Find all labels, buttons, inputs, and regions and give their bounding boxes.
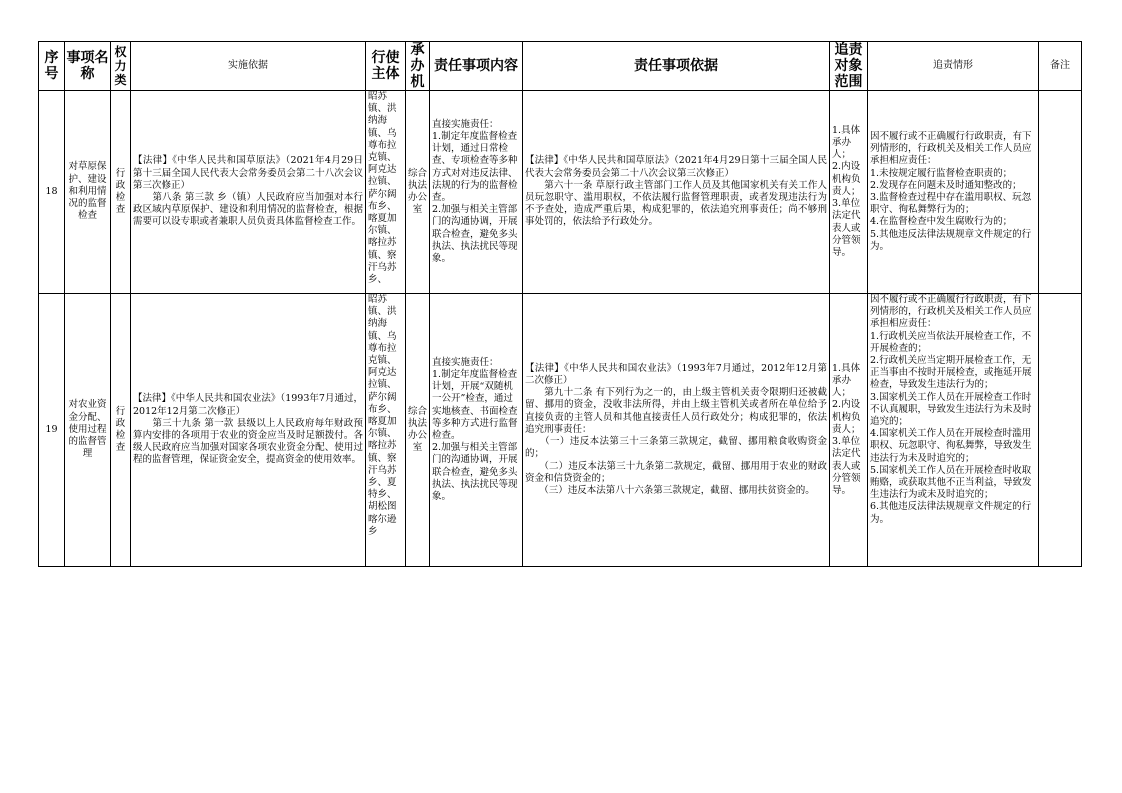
header-subject: 行使主体 xyxy=(366,42,406,91)
header-row xyxy=(39,42,1082,91)
header-resp-content: 责任事项内容 xyxy=(430,42,523,91)
cell-resp-basis: 【法律】《中华人民共和国农业法》（1993年7月通过，2012年12月第二次修正） 第九十二条 有下列行为之一的，由上级主管机关责令限期归还被截留、挪用的资金，没收非法所得，并由上级主管机关或者所在单位给予直接负责的主管人员和其他直接责任人员行政处分；构成犯罪的，依法追究刑事责任： （一）违反本法第三十三条第三款规定，截留、挪用粮食收购资金的； （二）违反本法第三十九条第二款规定，截留、挪用用于农业的财政资金和信贷资金的； （三）违反本法第八十六条第三款规定，截留、挪用扶贫资金的。 xyxy=(525,362,827,496)
header-undertaker: 承办机 xyxy=(406,42,430,91)
cell-power-type: 行政检查 xyxy=(115,405,126,454)
cell-power-type: 行政检查 xyxy=(115,167,126,216)
cell-basis: 【法律】《中华人民共和国农业法》（1993年7月通过，2012年12月第二次修正） 第三十九条 第一款 县级以上人民政府每年财政预算内安排的各项用于农业的资金应当及时足额拨付。各级人民政府应当加强对国家各项农业资金分配、使用过程的监督管理，保证资金安全，提高资金的使用效率。 xyxy=(133,393,363,466)
cell-undertaker: 综合执法办公室 xyxy=(408,405,428,454)
cell-accountability-scope: 1.具体承办人； 2.内设机构负责人； 3.单位法定代表人或分管领导。 xyxy=(832,362,861,496)
cell-seq: 19 xyxy=(45,423,58,435)
cell-subject: 昭苏镇、洪纳海镇、乌尊布拉克镇、阿克达拉镇、萨尔阔布乡、喀夏加尔镇、喀拉苏镇、察汗乌苏乡、夏特乡、胡松图喀尔逊乡 xyxy=(368,294,397,537)
cell-item-name: 对农业资金分配、使用过程的监督管理 xyxy=(68,399,107,460)
cell-accountability-cases: 因不履行或不正确履行行政职责，有下列情形的，行政机关及相关工作人员应承担相应责任： 1.行政机关应当依法开展检查工作，不开展检查的； 2.行政机关应当定期开展检查工作，无正当事由不按时开展检查，或拖延开展检查，导致发生违法行为的； 3.国家机关工作人员在开展检查工作时不认真履职，导致发生违法行为未及时追究的； 4.国家机关工作人员在开展检查时滥用职权、玩忽职守、徇私舞弊，导致发生违法行为未及时追究的； 5.国家机关工作人员在开展检查时收取贿赂，或获取其他不正当利益，导致发生违法行为或未及时追究的； 6.其他违反法律法规规章文件规定的行为。 xyxy=(870,294,1032,525)
cell-resp-basis: 【法律】《中华人民共和国草原法》（2021年4月29日第十三届全国人民代表大会常务委员会第二十八次会议第三次修正） 第六十一条 草原行政主管部门工作人员及其他国家机关有关工作人员玩忽职守、滥用职权，不依法履行监督管理职责，或者发现违法行为不予查处，造成严重后果，构成犯罪的，依法追究刑事责任；尚不够刑事处罚的，依法给予行政处分。 xyxy=(525,155,827,228)
cell-item-name: 对草原保护、建设和利用情况的监督检查 xyxy=(68,161,107,222)
header-basis: 实施依据 xyxy=(131,42,366,91)
table-row xyxy=(39,294,1082,567)
cell-resp-content: 直接实施责任： 1.制定年度监督检查计划，通过日常检查、专项检查等多种方式对对违反法律、法规的行为的监督检查。 2.加强与相关主管部门的沟通协调，开展联合检查，避免多头执法、执法扰民等现象。 xyxy=(432,118,518,265)
table-row xyxy=(39,91,1082,294)
cell-resp-content: 直接实施责任： 1.制定年度监督检查计划，开展“双随机一公开”检查，通过实地核查、书面检查等多种方式进行监督检查。 2.加强与相关主管部门的沟通协调，开展联合检查，避免多头执法、执法扰民等现象。 xyxy=(432,356,518,503)
responsibility-table xyxy=(38,41,1082,567)
header-seq: 序号 xyxy=(39,42,65,91)
header-accountability-scope: 追责对象范围 xyxy=(830,42,868,91)
cell-basis: 【法律】《中华人民共和国草原法》（2021年4月29日第十三届全国人民代表大会常务委员会第二十八次会议第三次修正） 第八条 第三款 乡（镇）人民政府应当加强对本行政区域内草原保护、建设和利用情况的监督检查，根据需要可以设专职或者兼职人员负责具体监督检查工作。 xyxy=(133,155,363,228)
cell-accountability-scope: 1.具体承办人； 2.内设机构负责人； 3.单位法定代表人或分管领导。 xyxy=(832,124,861,258)
header-accountability-cases: 追责情形 xyxy=(868,42,1039,91)
cell-subject: 昭苏镇、洪纳海镇、乌尊布拉克镇、阿克达拉镇、萨尔阔布乡、喀夏加尔镇、喀拉苏镇、察汗乌苏乡、 xyxy=(368,91,397,286)
header-remarks: 备注 xyxy=(1039,42,1082,91)
header-item-name: 事项名称 xyxy=(65,42,111,91)
header-resp-basis: 责任事项依据 xyxy=(523,42,830,91)
cell-accountability-cases: 因不履行或不正确履行行政职责，有下列情形的，行政机关及相关工作人员应承担相应责任： 1.未按规定履行监督检查职责的； 2.发现存在问题未及时通知整改的； 3.监督检查过程中存在滥用职权、玩忽职守、徇私舞弊行为的； 4.在监督检查中发生腐败行为的； 5.其他违反法律法规规章文件规定的行为。 xyxy=(870,130,1032,252)
header-power-type: 权力类 xyxy=(111,42,131,91)
cell-undertaker: 综合执法办公室 xyxy=(408,167,428,216)
cell-seq: 18 xyxy=(45,185,58,197)
